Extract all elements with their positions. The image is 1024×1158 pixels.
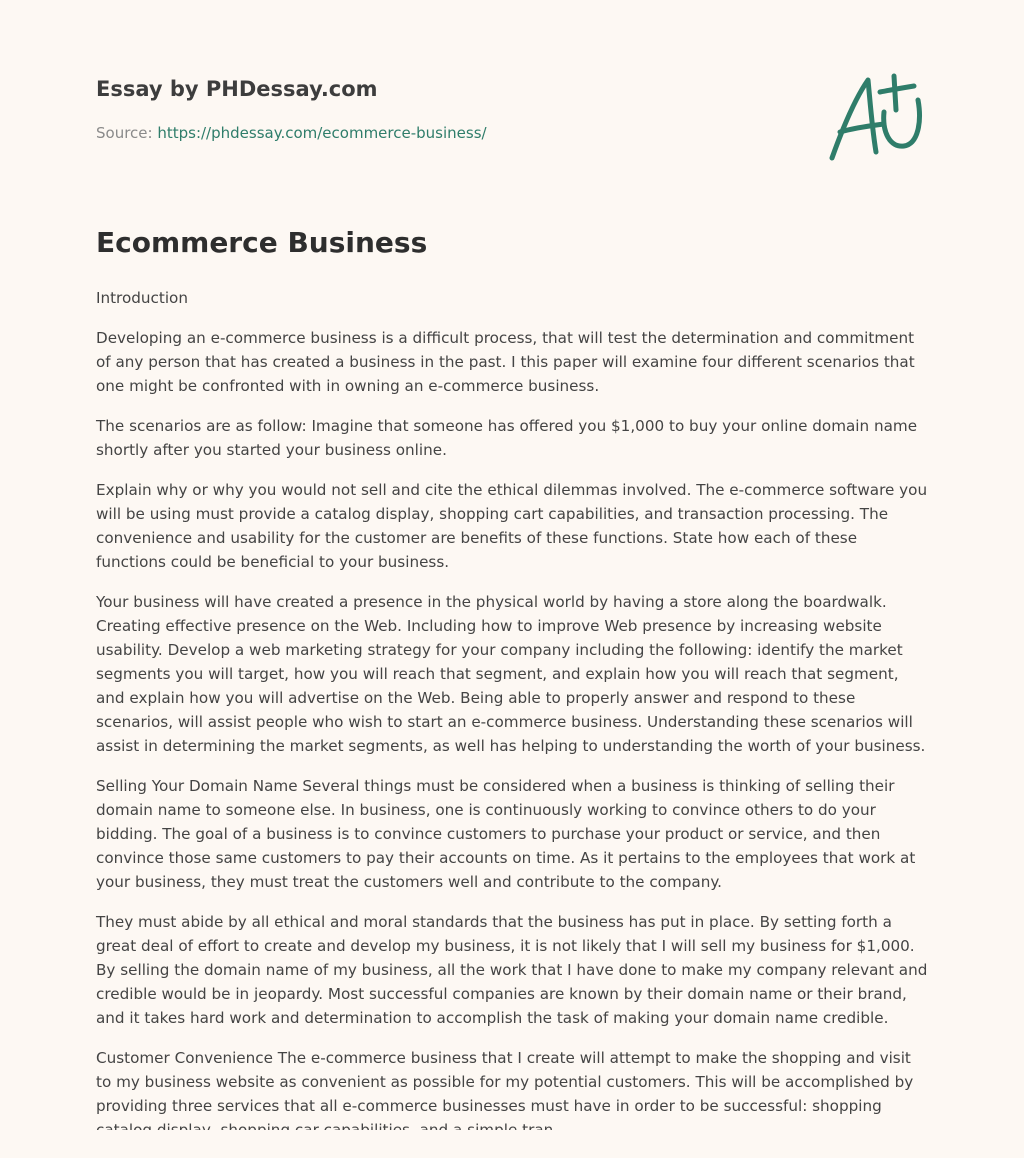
essay-paragraph: Your business will have created a presence in the physical world by having a store along the boardwalk. Creating effective presence on the Web. Including how to improve Web presence by increasing website usability. Develop a web marketing strategy for your company including the following: identify the market segments you will target, how you will reach that segment, and explain how you will reach that segment, and explain how you will advertise on the Web. Being able to properly answer and respond to these scenarios, will assist people who wish to start an e-commerce business. Understanding these scenarios will assist in determining the market segments, as well has helping to understanding the worth of your business. — [96, 593, 926, 755]
essay-paragraph: Selling Your Domain Name Several things must be considered when a business is thinking of selling their domain name to someone else. In business, one is continuously working to convince others to do your bidding. The goal of a business is to convince customers to purchase your product or service, and then convince those same customers to pay their accounts on time. As it pertains to the employees that work at your business, they must treat the customers well and contribute to the company. — [96, 777, 916, 891]
essay-title: Ecommerce Business — [96, 226, 428, 259]
essay-paragraph: Customer Convenience The e-commerce business that I create will attempt to make the shopping and visit to my business website as convenient as possible for my potential customers. This will be accomplished by providing three services that all e-commerce businesses must have in order to be successful: shopping — [96, 1049, 914, 1115]
source-link[interactable]: https://phdessay.com/ecommerce-business/ — [157, 124, 487, 142]
essay-paragraph: They must abide by all ethical and moral standards that the business has put in place. By setting forth a great deal of effort to create and develop my business, it is not likely that I will sell my business for $1,000. By selling the domain name of my business, all the work that I have done to make my company relevant and credible would be in jeopardy. Most successful companies are known by their domain name or their brand, and it takes hard work and determination to accomplish the task of making your domain name credible. — [96, 913, 928, 1027]
essay-paragraph: Explain why or why you would not sell and cite the ethical dilemmas involved. The e-commerce software you will be using must provide a catalog display, shopping cart capabilities, and transaction processing. The convenience and usability for the customer are benefits of these functions. State how each of these functions could be beneficial to your business. — [96, 481, 928, 571]
a-plus-logo — [824, 70, 928, 165]
brand-title: Essay by PHDessay.com — [96, 77, 378, 101]
essay-paragraph: The scenarios are as follow: Imagine that someone has offered you $1,000 to buy your online domain name shortly after you started your business online. — [96, 417, 918, 459]
source-line — [96, 124, 487, 142]
essay-body — [96, 286, 930, 1158]
page-bottom-edge — [0, 1130, 1024, 1153]
essay-paragraph: Developing an e-commerce business is a difficult process, that will test the determination and commitment of any person that has created a business in the past. I this paper will examine four different scenarios that one might be confronted with in owning an e-commerce business. — [96, 329, 915, 395]
essay-paragraph: Introduction — [96, 289, 188, 307]
source-label: Source: — [96, 124, 158, 142]
